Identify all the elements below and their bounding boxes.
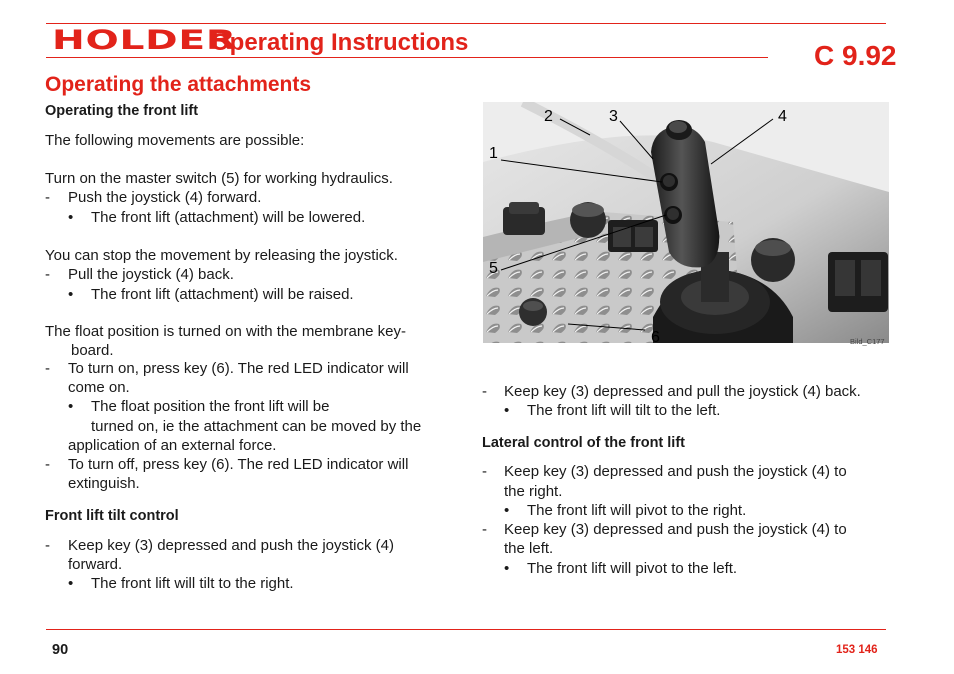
list-bullet: • (68, 209, 74, 226)
list-dash: - (45, 360, 50, 377)
step-push-right-line-2: the right. (504, 483, 563, 500)
step-turn-on-line-2: come on. (68, 379, 130, 396)
list-dash: - (482, 521, 487, 538)
list-bullet: • (68, 398, 74, 415)
result-tilt-right: The front lift will tilt to the right. (91, 575, 294, 592)
header-top-rule (46, 23, 886, 24)
list-dash: - (45, 189, 50, 206)
list-dash: - (482, 463, 487, 480)
figure-credit: Bild_C177 (850, 337, 885, 346)
step-turn-on-line-1: To turn on, press key (6). The red LED indicator will (68, 360, 409, 377)
result-float-line-3: application of an external force. (68, 437, 277, 454)
float-intro-line-2: board. (71, 342, 114, 359)
callout-4: 4 (778, 108, 787, 125)
list-bullet: • (68, 575, 74, 592)
callout-6: 6 (651, 329, 660, 346)
heading-lateral-control: Lateral control of the front lift (482, 435, 685, 451)
step-pull-back: Pull the joystick (4) back. (68, 266, 234, 283)
result-pivot-left: The front lift will pivot to the left. (527, 560, 738, 577)
step-push-forward: Push the joystick (4) forward. (68, 189, 262, 206)
step-push-left-line-2: the left. (504, 540, 554, 557)
brand-logo: HOLDER (52, 25, 237, 56)
master-switch-text: Turn on the master switch (5) for working hydraulics. (45, 170, 393, 187)
intro-text: The following movements are possible: (45, 132, 305, 149)
list-dash: - (482, 383, 487, 400)
callout-1: 1 (489, 145, 498, 162)
step-turn-off-line-2: extinguish. (68, 475, 140, 492)
step-tilt-back: Keep key (3) depressed and pull the joystick (4) back. (504, 383, 861, 400)
float-intro-line-1: The float position is turned on with the membrane key- (45, 323, 407, 340)
callout-5: 5 (489, 260, 498, 277)
joystick-illustration (483, 102, 889, 343)
chapter-code: C 9.92 (814, 40, 897, 71)
footer-rule (46, 629, 886, 630)
list-bullet: • (504, 560, 510, 577)
step-turn-off-line-1: To turn off, press key (6). The red LED indicator will (68, 456, 409, 473)
joystick-photo (483, 102, 889, 343)
section-title: Operating the attachments (45, 73, 312, 96)
result-float-line-1: The float position the front lift will be (91, 398, 330, 415)
list-bullet: • (504, 402, 510, 419)
stop-movement-text: You can stop the movement by releasing the joystick. (45, 247, 398, 264)
document-title: Operating Instructions (211, 29, 469, 56)
page-number: 90 (52, 642, 69, 658)
heading-tilt-control: Front lift tilt control (45, 508, 179, 524)
result-tilt-left: The front lift will tilt to the left. (527, 402, 721, 419)
result-raised: The front lift (attachment) will be raised. (91, 286, 354, 303)
result-lowered: The front lift (attachment) will be lowered. (91, 209, 366, 226)
step-push-left-line-1: Keep key (3) depressed and push the joystick (4) to (504, 521, 847, 538)
heading-front-lift: Operating the front lift (45, 103, 199, 119)
list-dash: - (45, 537, 50, 554)
list-bullet: • (68, 286, 74, 303)
list-dash: - (45, 266, 50, 283)
result-float-line-2: turned on, ie the attachment can be moved by the (91, 418, 422, 435)
document-code: 153 146 (836, 644, 878, 656)
header-title-rule (46, 57, 768, 58)
result-pivot-right: The front lift will pivot to the right. (527, 502, 747, 519)
step-push-right-line-1: Keep key (3) depressed and push the joystick (4) to (504, 463, 847, 480)
callout-3: 3 (609, 108, 618, 125)
list-bullet: • (504, 502, 510, 519)
callout-2: 2 (544, 108, 553, 125)
step-tilt-forward-line-2: forward. (68, 556, 123, 573)
step-tilt-forward-line-1: Keep key (3) depressed and push the joystick (4) (68, 537, 395, 554)
list-dash: - (45, 456, 50, 473)
